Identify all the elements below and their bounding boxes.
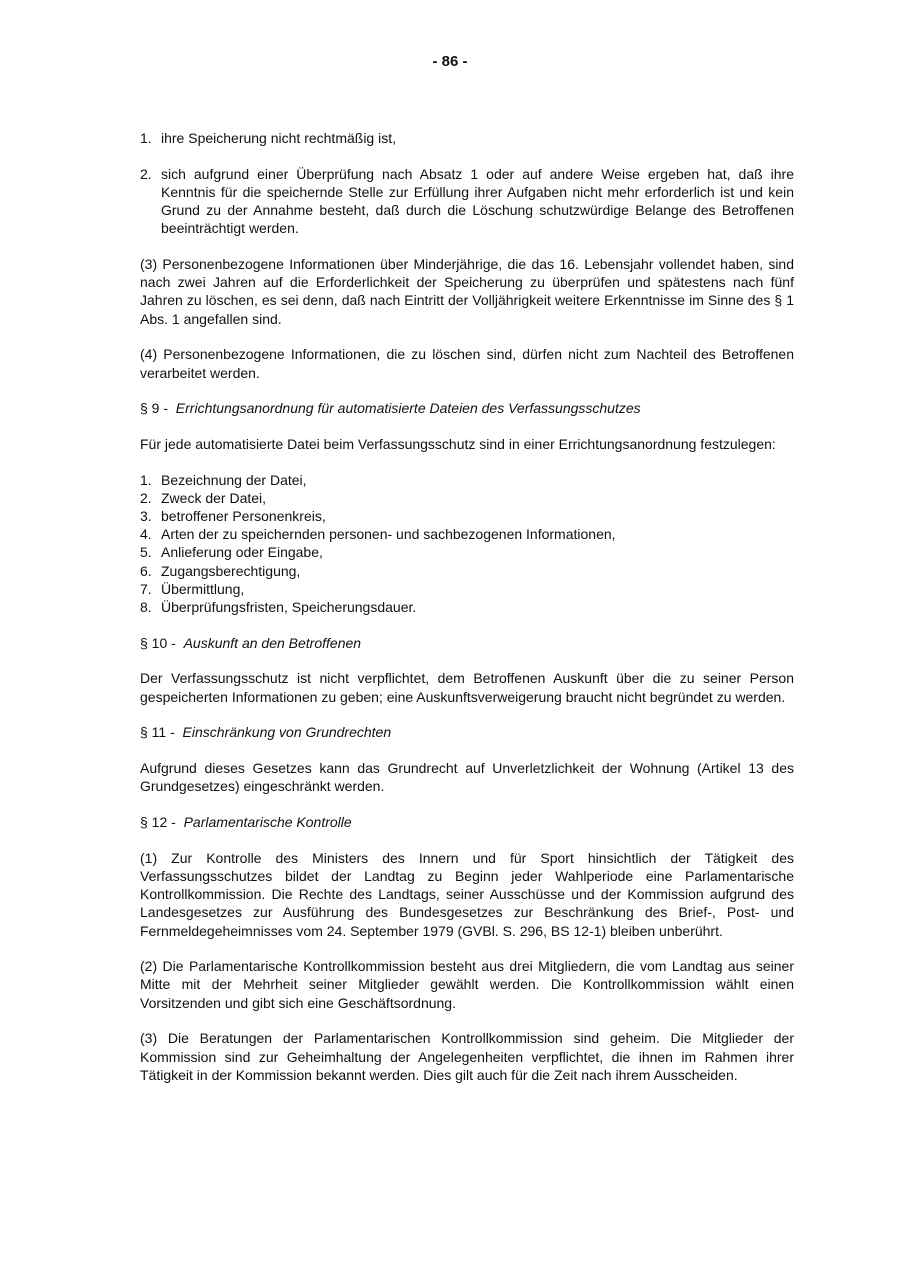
section-12-paragraph-2: (2) Die Parlamentarische Kontrollkommission besteht aus drei Mitgliedern, die vom Landtag aus seiner Mitte mit der Mehrheit seiner Mitglieder gewählt werden. Die Kontrollkommission wählt einen Vorsitzenden und gibt sich eine Geschäftsordnung.	[140, 958, 794, 1011]
section-title: Auskunft an den Betroffenen	[183, 634, 362, 651]
list-item-text: Zugangsberechtigung,	[161, 562, 301, 579]
section-11-text: Aufgrund dieses Gesetzes kann das Grundrecht auf Unverletzlichkeit der Wohnung (Artikel 13 des Grundgesetzes) eingeschränkt werden.	[140, 760, 794, 795]
list-item	[140, 507, 794, 525]
list-item-number: 7.	[140, 580, 152, 597]
section-number: § 9 -	[140, 400, 169, 417]
list-item	[140, 580, 794, 598]
section-number: § 10 -	[140, 634, 176, 651]
section-12-paragraph-3: (3) Die Beratungen der Parlamentarischen Kontrollkommission sind geheim. Die Mitglieder der Kommission sind zur Geheimhaltung der Angelegenheiten verpflichtet, die ihnen im Rahmen ihrer Tätigkeit in der Kommission bekannt werden. Dies gilt auch für die Zeit nach ihrem Ausscheiden.	[140, 1030, 794, 1083]
list-item	[140, 525, 794, 543]
list-item-number: 2.	[140, 165, 152, 182]
list-item-number: 1.	[140, 130, 152, 146]
section-number: § 12 -	[140, 813, 176, 830]
list-item-text: Überprüfungsfristen, Speicherungsdauer.	[161, 599, 417, 616]
page-number: - 86 -	[432, 53, 468, 70]
paragraph-3: (3) Personenbezogene Informationen über Minderjährige, die das 16. Lebensjahr vollendet haben, sind nach zwei Jahren auf die Erforderlichkeit der Speicherung zu überprüfen und spätestens nach fünf Jahren zu löschen, es sei denn, daß nach Eintritt der Volljährigkeit weitere Erkenntnisse im Sinne des § 1 Abs. 1 angefallen sind.	[140, 256, 794, 327]
section-10-text: Der Verfassungsschutz ist nicht verpflichtet, dem Betroffenen Auskunft über die zu seiner Person gespeicherten Informationen zu geben; eine Auskunftsverweigerung braucht nicht begründet zu werden.	[140, 670, 794, 705]
list-item	[140, 489, 794, 507]
section-title: Einschränkung von Grundrechten	[182, 724, 392, 741]
list-item-text: ihre Speicherung nicht rechtmäßig ist,	[161, 130, 396, 146]
list-item-text: Anlieferung oder Eingabe,	[161, 544, 323, 561]
list-item-number: 2.	[140, 489, 152, 506]
section-11-heading	[140, 723, 794, 741]
section-10-heading	[140, 634, 794, 652]
list-item-text: Zweck der Datei,	[161, 489, 267, 506]
list-item-number: 4.	[140, 526, 152, 543]
section-title: Errichtungsanordnung für automatisierte Dateien des Verfassungsschutzes	[175, 400, 641, 417]
list-item	[140, 471, 794, 489]
section-9-intro: Für jede automatisierte Datei beim Verfassungsschutz sind in einer Errichtungsanordnung festzulegen:	[140, 435, 776, 452]
section-9-list	[140, 471, 794, 617]
list-item-number: 1.	[140, 471, 152, 488]
list-item-number: 3.	[140, 508, 152, 525]
list-item-number: 5.	[140, 544, 152, 561]
list-item-text: Bezeichnung der Datei,	[161, 471, 307, 488]
list-item	[140, 129, 794, 147]
list-item-number: 6.	[140, 562, 152, 579]
list-item	[140, 165, 794, 238]
document-body	[140, 129, 794, 1101]
list-item-text: sich aufgrund einer Überprüfung nach Absatz 1 oder auf andere Weise ergeben hat, daß ihre Kenntnis für die speichernde Stelle zur Erfüllung ihrer Aufgaben nicht mehr erforderlich ist und kein Grund zu der Annahme besteht, daß durch die Löschung schutzwürdige Belange des Betroffenen beeinträchtigt werden.	[161, 165, 794, 237]
list-item-text: Arten der zu speichernden personen- und sachbezogenen Informationen,	[161, 526, 616, 543]
list-item-text: Übermittlung,	[161, 580, 245, 597]
section-title: Parlamentarische Kontrolle	[183, 813, 352, 830]
list-item-number: 8.	[140, 599, 152, 616]
deletion-conditions-list	[140, 129, 794, 238]
list-item	[140, 543, 794, 561]
list-item-text: betroffener Personenkreis,	[161, 508, 326, 525]
section-number: § 11 -	[140, 724, 175, 741]
list-item	[140, 562, 794, 580]
section-9-heading	[140, 399, 794, 417]
section-12-heading	[140, 813, 794, 831]
paragraph-4: (4) Personenbezogene Informationen, die zu löschen sind, dürfen nicht zum Nachteil des Betroffenen verarbeitet werden.	[140, 346, 794, 381]
section-12-paragraph-1: (1) Zur Kontrolle des Ministers des Innern und für Sport hinsichtlich der Tätigkeit des Verfassungsschutzes bildet der Landtag zu Beginn jeder Wahlperiode eine Parlamentarische Kontrollkommission. Die Rechte des Landtags, seiner Ausschüsse und der Kommission aufgrund des Landesgesetzes zur Ausführung des Bundesgesetzes zur Beschränkung des Brief-, Post- und Fernmeldegeheimnisses vom 24. September 1979 (GVBl. S. 296, BS 12-1) bleiben unberührt.	[140, 849, 794, 939]
list-item	[140, 598, 794, 616]
